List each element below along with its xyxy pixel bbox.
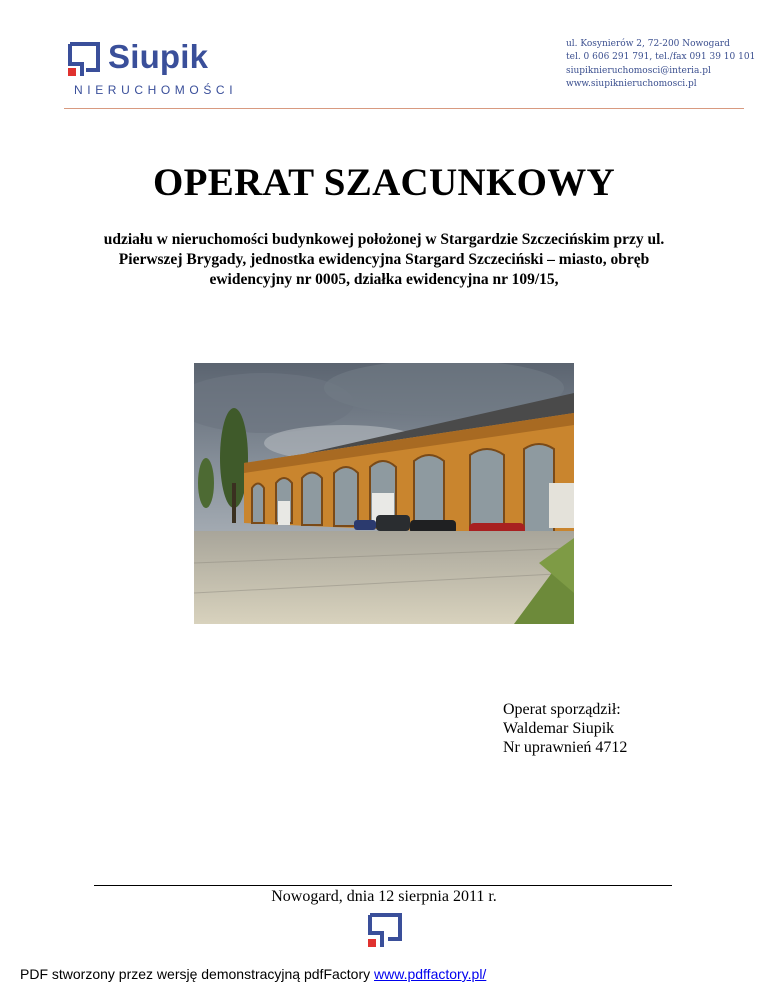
contact-email[interactable]: siupiknieruchomosci@interia.pl <box>566 65 711 76</box>
author-label: Operat sporządził: <box>503 701 621 718</box>
document-title: OPERAT SZACUNKOWY <box>153 161 615 204</box>
property-photo <box>194 363 574 624</box>
author-name: Waldemar Siupik <box>503 720 615 737</box>
contact-address: ul. Kosynierów 2, 72-200 Nowogard <box>566 39 730 49</box>
contact-phone: tel. 0 606 291 791, tel./fax 091 39 10 101 <box>566 52 756 63</box>
siupik-logo-mark-icon <box>366 913 404 949</box>
brand-subtitle: NIERUCHOMOŚCI <box>74 83 238 97</box>
letterhead-divider <box>64 108 744 109</box>
contact-website[interactable]: www.siupiknieruchomosci.pl <box>566 79 697 90</box>
place-and-date: Nowogard, dnia 12 sierpnia 2011 r. <box>271 888 497 905</box>
document-subtitle: udziału w nieruchomości budynkowej położonej w Stargardzie Szczecińskim przy ul. Pierwszej Brygady, jednostka ewidencyjna Stargard Szczeciński – miasto, obręb ewidencyjny nr 0005, działka ewidencyjna nr 109/15, <box>103 231 665 288</box>
footer-link[interactable]: www.pdffactory.pl/ <box>374 966 487 982</box>
footer-text: PDF stworzony przez wersję demonstracyjną pdfFactory <box>20 966 375 982</box>
brand-name: Siupik <box>108 38 209 75</box>
footer-logo-mark <box>366 913 404 954</box>
contact-block <box>566 38 755 92</box>
author-block <box>503 700 627 757</box>
bottom-divider <box>94 885 672 886</box>
author-license: Nr uprawnień 4712 <box>503 739 628 756</box>
siupik-logo-mark-icon <box>68 42 102 78</box>
pdf-factory-footer <box>20 966 486 982</box>
company-logo <box>68 40 268 100</box>
